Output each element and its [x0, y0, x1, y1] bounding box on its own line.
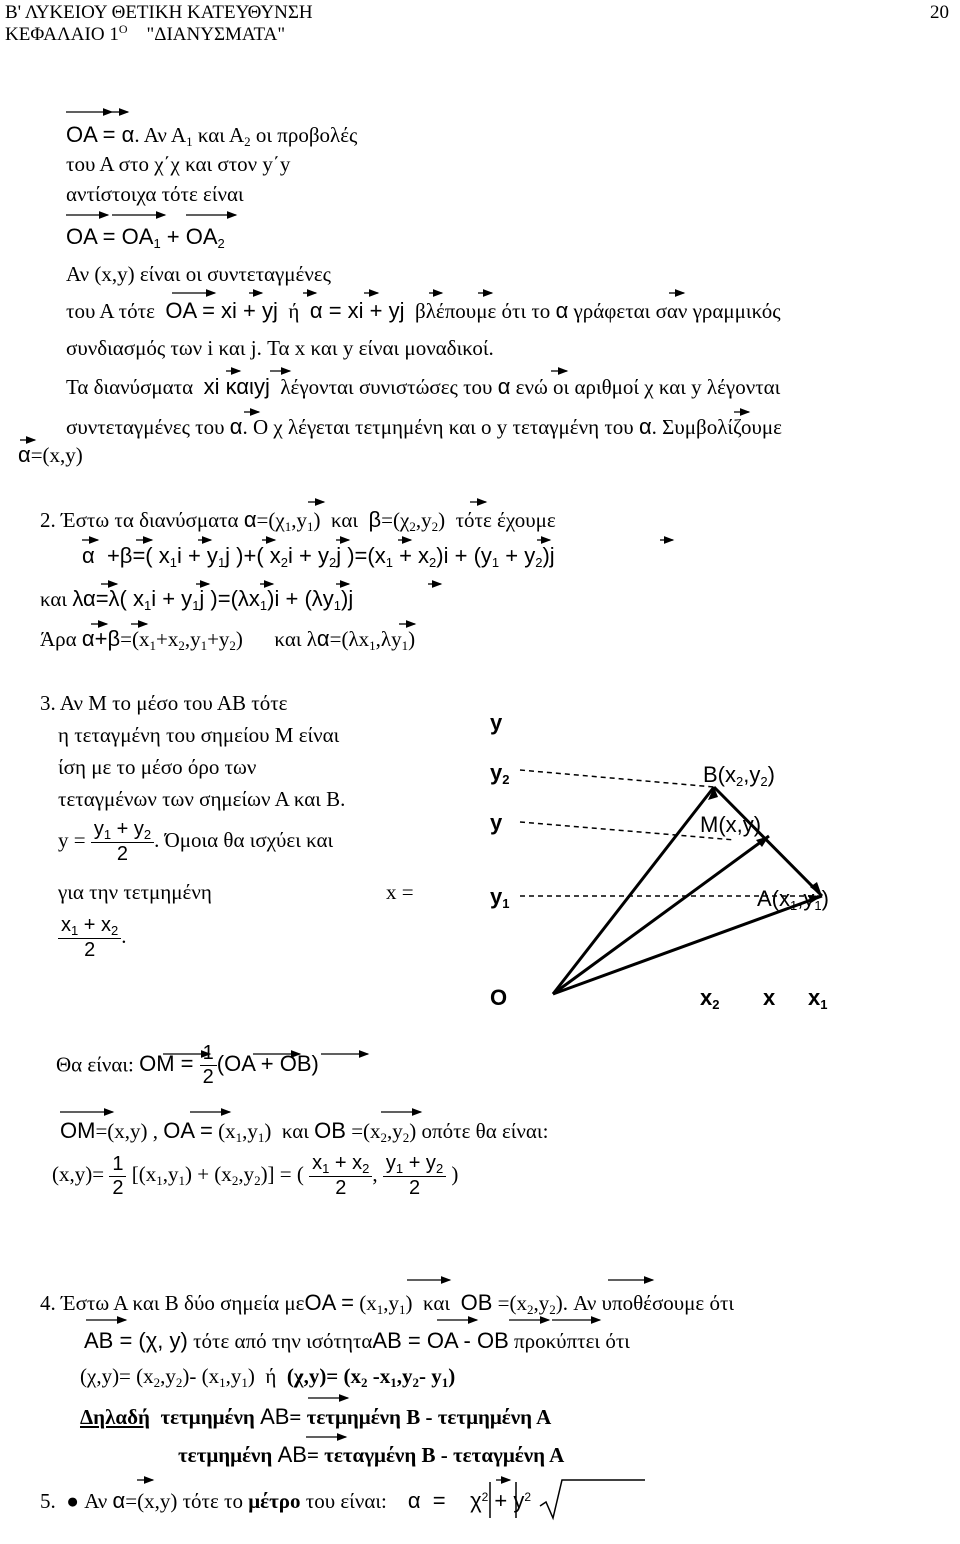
- diagram-y2-label: $y_2$: [490, 760, 510, 787]
- diagram-point-m: M(x,y): [700, 812, 762, 837]
- section-3-formula-y: y = $\frac{y_1 + y_2}{2}$ . Όμοια θα ισχύει και: [58, 818, 334, 865]
- section-2-intro: 2. Έστω τα διανύσματα $\alpha=(\chi_1,y_1)$ και $\beta=(\chi_2,y_2)$ τότε έχουμε: [40, 507, 556, 534]
- section-3-formula-x: $\frac{x_1 + x_2}{2}$ .: [58, 914, 127, 962]
- header-title: Β' ΛΥΚΕΙΟΥ ΘΕΤΙΚΗ ΚΑΤΕΥΘΥΝΣΗ: [5, 2, 313, 23]
- formula-oa-sum: OA = $OA_1 + OA_2$: [66, 224, 225, 251]
- diagram-x-label: x: [763, 985, 776, 1010]
- diagram-x2-label: $x_2$: [700, 985, 720, 1012]
- section-4-l2: AB = (χ, y) τότε από την ισότηταAB = OA - OB προκύπτει ότι: [84, 1328, 630, 1353]
- diagram-origin-label: O: [490, 985, 508, 1010]
- formula-sum-components: α +β=( $x_1i + y_1j$ )+( $x_2i + y_2j$ )$=(x_1 + x_2)i + (y_1 + y_2)j$: [82, 543, 555, 570]
- section-3-l6: για την τετμημένη: [58, 880, 212, 904]
- line-6: του Α τότε OA = xi + yj ή α = xi + yj βλέπουμε ότι το α γράφεται σαν γραμμικός: [66, 298, 781, 323]
- bullet-icon: ●: [66, 1489, 79, 1513]
- midpoint-formula-2: OM=(x,y) , OA = $(x_1,y_1)$ και OB $=(x_2,y_2)$ οπότε θα είναι:: [60, 1118, 549, 1145]
- formula-result: Άρα $\alpha+\beta=(x_1+x_2,y_1+y_2)$ και $\lambda\alpha=(\lambda x_1,\lambda y_1)$: [40, 626, 416, 653]
- section-3-x-eq: x =: [386, 880, 414, 904]
- section-5: 5. ● Αν α=(x,y) τότε το μέτρο του είναι: α = $\chi^2 + y^2$: [40, 1488, 532, 1513]
- section-4-l5: τετμημένη AB= τεταγμένη Β - τεταγμένη Α: [178, 1442, 565, 1467]
- line-10: α=(x,y): [18, 442, 83, 467]
- section-4-l1: 4. Έστω Α και Β δύο σημεία $\mu\varepsilon OA = (x_1,y_1)$ και OB $=(x_2,y_2)$. Αν υποθέσουμε ότι: [40, 1290, 735, 1317]
- diagram-y1-label: $y_1$: [490, 884, 510, 911]
- section-3-l3: ίση με το μέσο όρο των: [58, 755, 257, 779]
- formula-scalar: και λα=λ( $x_1i + y_1j$ )$=(\lambda x_1)i + (\lambda y_1)j$: [40, 586, 354, 613]
- section-3-l1: 3. Αν Μ το μέσο του ΑΒ τότε: [40, 691, 288, 715]
- diagram-point-b: $B(x_2,y_2)$: [703, 762, 775, 789]
- section-4-l4: Δηλαδή τετμημένη AB= τετμημένη Β - τετμημένη Α: [80, 1404, 552, 1429]
- section-3-l4: τεταγμένων των σημείων Α και Β.: [58, 787, 346, 811]
- line-7: συνδιασμός των i και j. Τα x και y είναι μοναδικοί.: [66, 336, 494, 360]
- line-3: αντίστοιχα τότε είναι: [66, 182, 244, 206]
- line-8: Τα διανύσματα xi καιyj λέγονται συνιστώσες του α ενώ οι αριθμοί χ και y λέγονται: [66, 374, 781, 399]
- midpoint-formula-3: (x,y)= $\frac{1}{2}$ $[(x_1,y_1) + (x_2,y_2)]$ = ( $\frac{x_1 + x_2}{2}$ , $\frac{y_1 + y_2}{2}$ ): [52, 1152, 459, 1199]
- line-5: Αν (x,y) είναι οι συντεταγμένες: [66, 262, 332, 286]
- diagram-x1-label: $x_1$: [808, 985, 828, 1012]
- page-number: 20: [930, 2, 949, 23]
- line-9: συντεταγμένες του α. Ο χ λέγεται τετμημένη και ο y τεταγμένη του α. Συμβολίζουμε: [66, 414, 782, 439]
- header-subtitle: ΚΕΦΑΛΑΙΟ $1^O$ "ΔΙΑΝΥΣΜΑΤΑ": [5, 22, 286, 45]
- diagram-ymid-label: y: [490, 810, 503, 835]
- midpoint-formula-1: Θα είναι: OM = $\frac{1}{2}$ (OA + OB): [56, 1042, 319, 1088]
- line-2: του Α στο χ΄χ και στον y΄y: [66, 152, 291, 176]
- diagram-y-axis-label: y: [490, 710, 503, 735]
- section-4-l3: $(\chi,y)= (x_2,y_2)-$ $(x_1,y_1)$ ή $(\chi,y)= (x_2$ $-x_1,y_2-$ $y_1$): [80, 1364, 456, 1390]
- diagram-point-a: $A(x_1,y_1)$: [757, 886, 829, 913]
- line-1: OA = α. Αν $A_1$ και $A_2$ οι προβολές: [66, 122, 358, 149]
- section-3-l2: η τεταγμένη του σημείου Μ είναι: [58, 723, 340, 747]
